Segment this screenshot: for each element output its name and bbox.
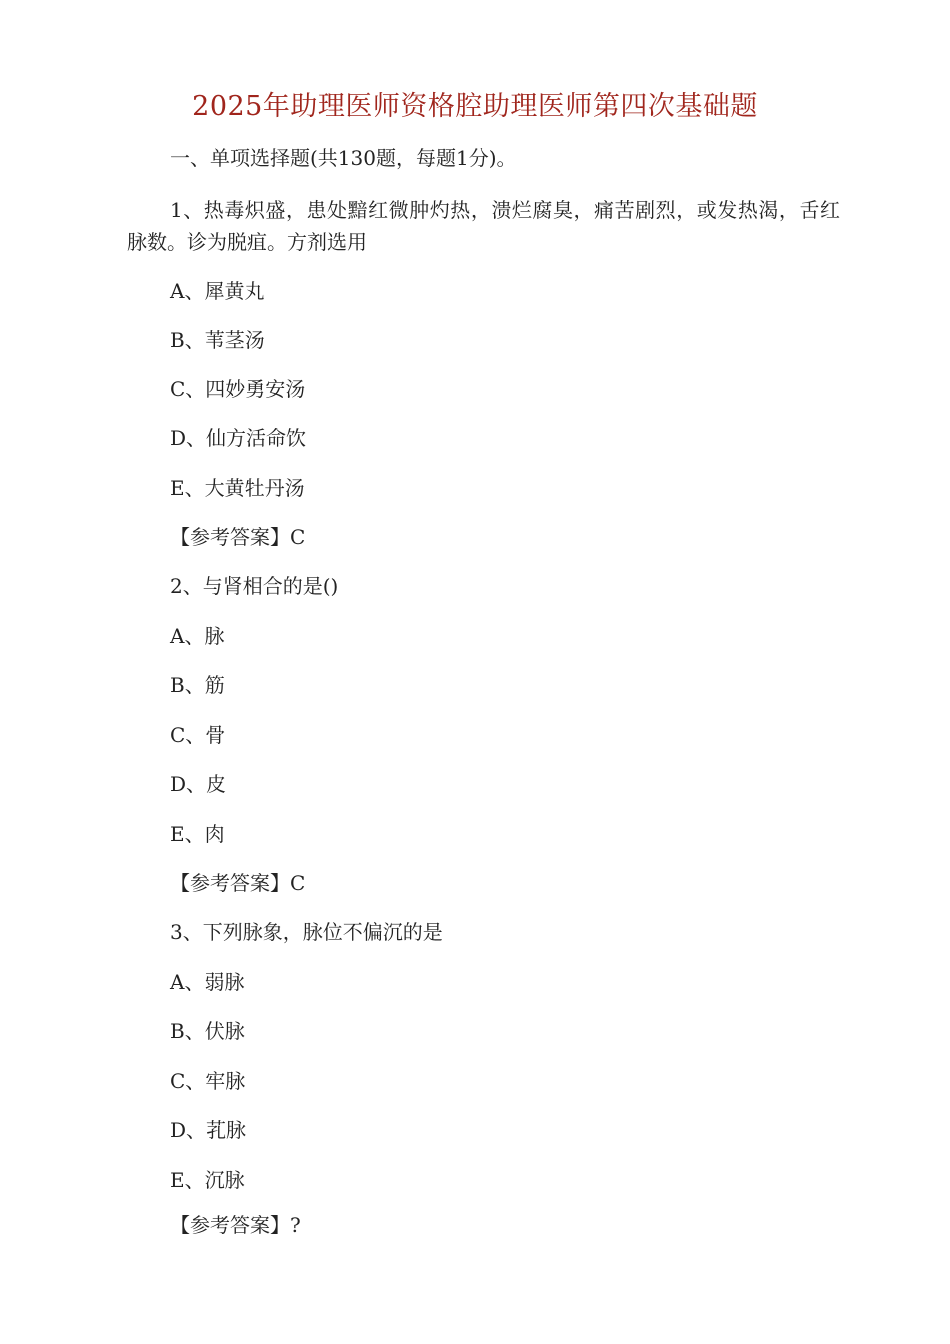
document-title: 2025年助理医师资格腔助理医师第四次基础题 [192, 91, 758, 122]
question-3-option-d: D、芤脉 [170, 1118, 247, 1142]
question-2-option-e: E、肉 [170, 822, 225, 846]
question-3-option-c: C、牢脉 [170, 1069, 246, 1093]
question-3-option-e: E、沉脉 [170, 1168, 245, 1192]
question-2-option-d: D、皮 [170, 772, 227, 796]
question-2-option-a: A、脉 [170, 624, 225, 648]
question-1-option-c: C、四妙勇安汤 [170, 377, 306, 401]
question-1-option-a: A、犀黄丸 [170, 279, 265, 303]
question-1-option-e: E、大黄牡丹汤 [170, 476, 305, 500]
question-2-stem: 2、与肾相合的是() [170, 574, 339, 598]
question-2-answer: 【参考答案】C [170, 871, 306, 895]
question-3-option-a: A、弱脉 [170, 970, 245, 994]
question-1-option-d: D、仙方活命饮 [170, 426, 307, 450]
question-1-option-b: B、苇茎汤 [170, 328, 265, 352]
question-1-answer: 【参考答案】C [170, 525, 306, 549]
question-1-stem: 1、热毒炽盛，患处黯红微肿灼热，溃烂腐臭，痛苦剧烈，或发热渴，舌红脉数。诊为脱疽。方剂选用 [127, 198, 840, 254]
section-heading: 一、单项选择题(共130题，每题1分)。 [170, 146, 517, 170]
question-2-option-b: B、筋 [170, 673, 225, 697]
question-2-option-c: C、骨 [170, 723, 226, 747]
question-3-option-b: B、伏脉 [170, 1019, 245, 1043]
question-3-stem: 3、下列脉象，脉位不偏沉的是 [170, 920, 443, 944]
question-3-answer: 【参考答案】? [170, 1213, 301, 1237]
